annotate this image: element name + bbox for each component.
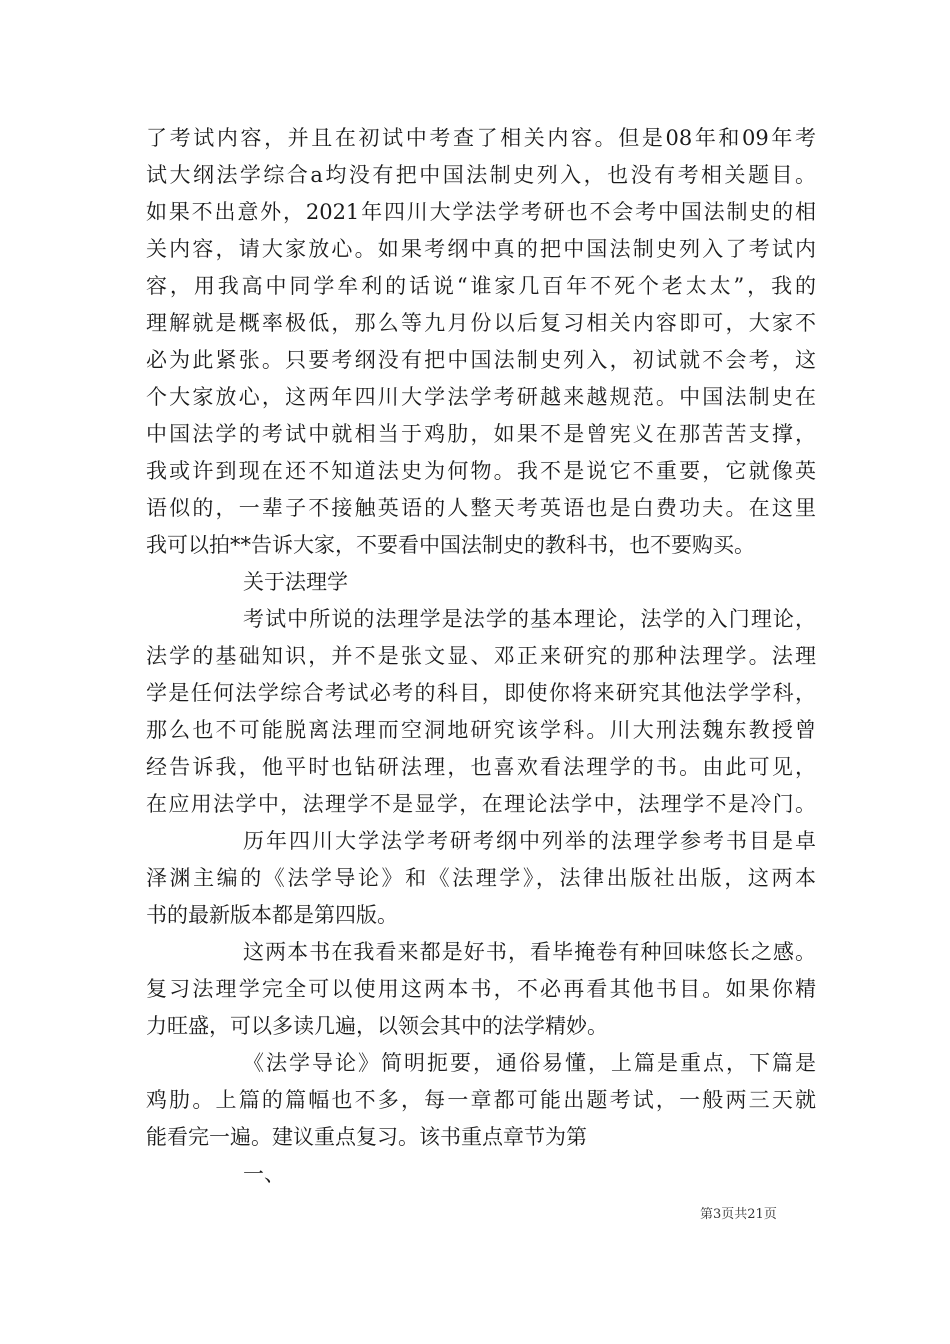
section-heading: 关于法理学 (243, 570, 348, 594)
paragraph-first-line: 这两本书在我看来都是好书，看毕掩卷有种回味悠长之感。 (243, 940, 816, 964)
text-line: 了考试内容，并且在初试中考查了相关内容。但是08年和09年考 (146, 126, 816, 150)
text-line: 容，用我高中同学牟利的话说“谁家几百年不死个老太太”，我的 (146, 274, 816, 298)
text-line: 书的最新版本都是第四版。 (146, 903, 398, 927)
text-line: 力旺盛，可以多读几遍，以领会其中的法学精妙。 (146, 1014, 608, 1038)
text-line: 泽渊主编的《法学导论》和《法理学》，法律出版社出版，这两本 (146, 866, 816, 890)
text-line: 法学的基础知识，并不是张文显、邓正来研究的那种法理学。法理 (146, 644, 816, 668)
page-number: 第3页共21页 (700, 1207, 777, 1222)
text-line: 经告诉我，他平时也钻研法理，也喜欢看法理学的书。由此可见， (146, 755, 816, 779)
text-line: 个大家放心，这两年四川大学法学考研越来越规范。中国法制史在 (146, 385, 816, 409)
text-line: 我可以拍**告诉大家，不要看中国法制史的教科书，也不要购买。 (146, 533, 755, 557)
paragraph-first-line: 考试中所说的法理学是法学的基本理论，法学的入门理论， (243, 607, 816, 631)
text-line: 学是任何法学综合考试必考的科目，即使你将来研究其他法学学科， (146, 681, 816, 705)
paragraph-first-line: 历年四川大学法学考研考纲中列举的法理学参考书目是卓 (243, 829, 816, 853)
text-line: 必为此紧张。只要考纲没有把中国法制史列入，初试就不会考，这 (146, 348, 816, 372)
text-line: 试大纲法学综合a均没有把中国法制史列入，也没有考相关题目。 (146, 163, 816, 187)
text-line: 中国法学的考试中就相当于鸡肋，如果不是曾宪义在那苦苦支撑， (146, 422, 816, 446)
paragraph-first-line: 一、 (243, 1162, 285, 1186)
text-line: 关内容，请大家放心。如果考纲中真的把中国法制史列入了考试内 (146, 237, 816, 261)
document-body (146, 120, 816, 1193)
text-line: 理解就是概率极低，那么等九月份以后复习相关内容即可，大家不 (146, 311, 816, 335)
text-line: 语似的，一辈子不接触英语的人整天考英语也是白费功夫。在这里 (146, 496, 816, 520)
text-line: 能看完一遍。建议重点复习。该书重点章节为第 (146, 1125, 587, 1149)
text-line: 如果不出意外，2021年四川大学法学考研也不会考中国法制史的相 (146, 200, 816, 224)
paragraph-first-line: 《法学导论》简明扼要，通俗易懂，上篇是重点，下篇是 (243, 1051, 816, 1075)
text-line: 那么也不可能脱离法理而空洞地研究该学科。川大刑法魏东教授曾 (146, 718, 816, 742)
text-line: 复习法理学完全可以使用这两本书，不必再看其他书目。如果你精 (146, 977, 816, 1001)
text-line: 我或许到现在还不知道法史为何物。我不是说它不重要，它就像英 (146, 459, 816, 483)
text-line: 在应用法学中，法理学不是显学，在理论法学中，法理学不是冷门。 (146, 792, 816, 816)
text-line: 鸡肋。上篇的篇幅也不多，每一章都可能出题考试，一般两三天就 (146, 1088, 816, 1112)
